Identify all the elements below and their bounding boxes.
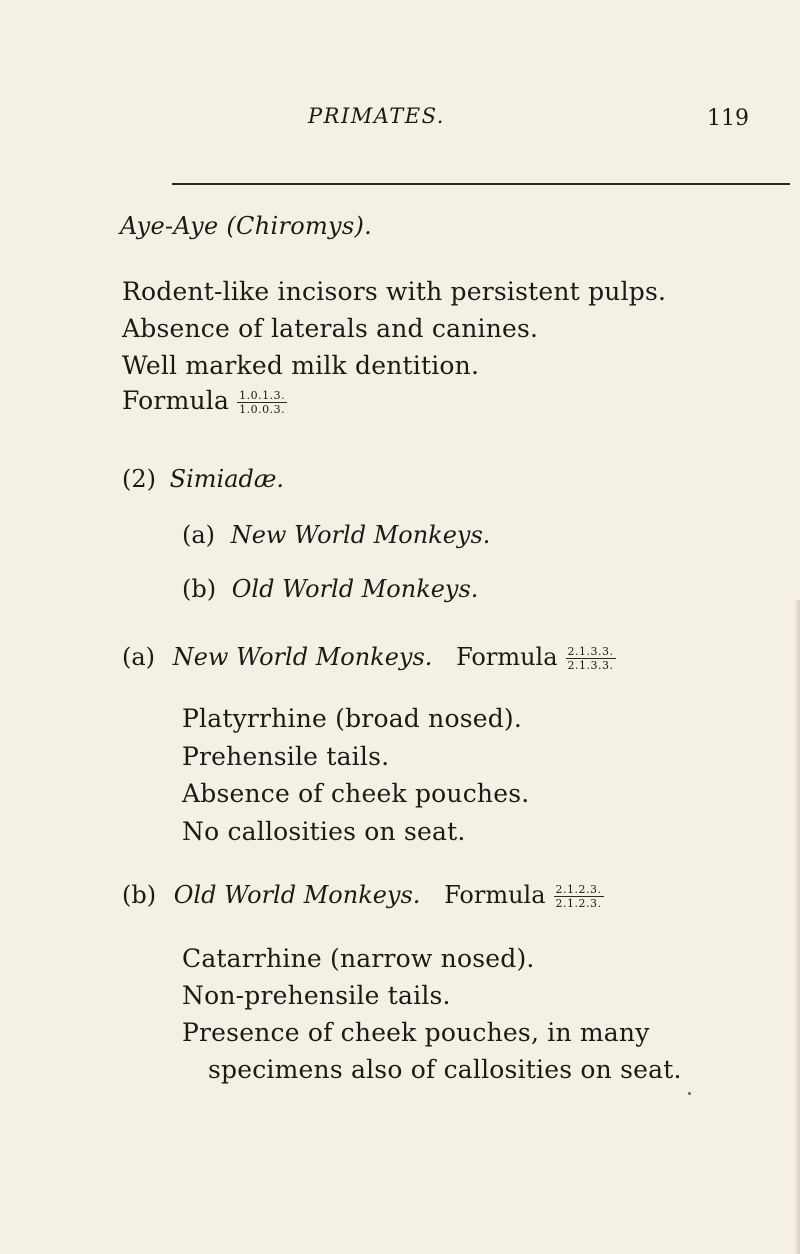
formula-numerator: 1.0.1.3. [239,389,286,402]
subdivision-text: Old World Monkeys. [231,575,479,603]
running-head: PRIMATES. [308,104,445,128]
dental-formula-fraction [566,646,616,671]
new-world-line-1: Platyrrhine (broad nosed). [182,704,523,733]
new-world-line-2: Prehensile tails. [182,742,390,771]
subdivision-label: (a) [182,521,216,549]
formula-numerator: 2.1.2.3. [555,883,602,896]
old-world-line-2: Non-prehensile tails. [182,981,451,1010]
dental-formula-fraction [554,884,604,909]
formula-label: Formula [122,386,230,415]
aye-aye-formula [122,386,287,415]
simiadae-name: Simiadæ. [169,465,285,493]
title-genus: (Chiromys). [226,212,373,240]
ink-speck [688,1092,691,1095]
subsection-heading: New World Monkeys. [172,643,433,671]
old-world-heading [122,881,604,909]
old-world-line-1: Catarrhine (narrow nosed). [182,944,535,973]
formula-label: Formula [456,643,558,671]
formula-numerator: 2.1.3.3. [567,645,614,658]
section-number: (2) [122,465,156,493]
formula-denominator: 2.1.2.3. [555,897,602,910]
dental-formula-fraction [237,390,287,415]
page-number: 119 [707,106,749,131]
new-world-line-4: No callosities on seat. [182,817,466,846]
subdivision-label: (b) [182,575,217,603]
aye-aye-line-2: Absence of laterals and canines. [122,314,539,343]
aye-aye-line-3: Well marked milk dentition. [122,351,480,380]
subdivision-a [182,521,490,549]
title-main: Aye-Aye [120,212,219,240]
aye-aye-line-1: Rodent-like incisors with persistent pulps. [122,277,667,306]
subdivision-b [182,575,478,603]
page-edge-shadow [794,600,800,1254]
subsection-label: (b) [122,881,157,909]
formula-denominator: 2.1.3.3. [567,659,614,672]
subsection-heading: Old World Monkeys. [173,881,421,909]
old-world-line-4: specimens also of callosities on seat. [208,1055,682,1084]
old-world-line-3: Presence of cheek pouches, in many [182,1018,650,1047]
section-title [120,212,372,240]
new-world-line-3: Absence of cheek pouches. [182,779,530,808]
header-rule [172,183,790,185]
subsection-label: (a) [122,643,156,671]
simiadae-heading [122,465,284,493]
formula-denominator: 1.0.0.3. [239,403,286,416]
new-world-heading [122,643,616,671]
formula-label: Formula [444,881,546,909]
subdivision-text: New World Monkeys. [230,521,491,549]
